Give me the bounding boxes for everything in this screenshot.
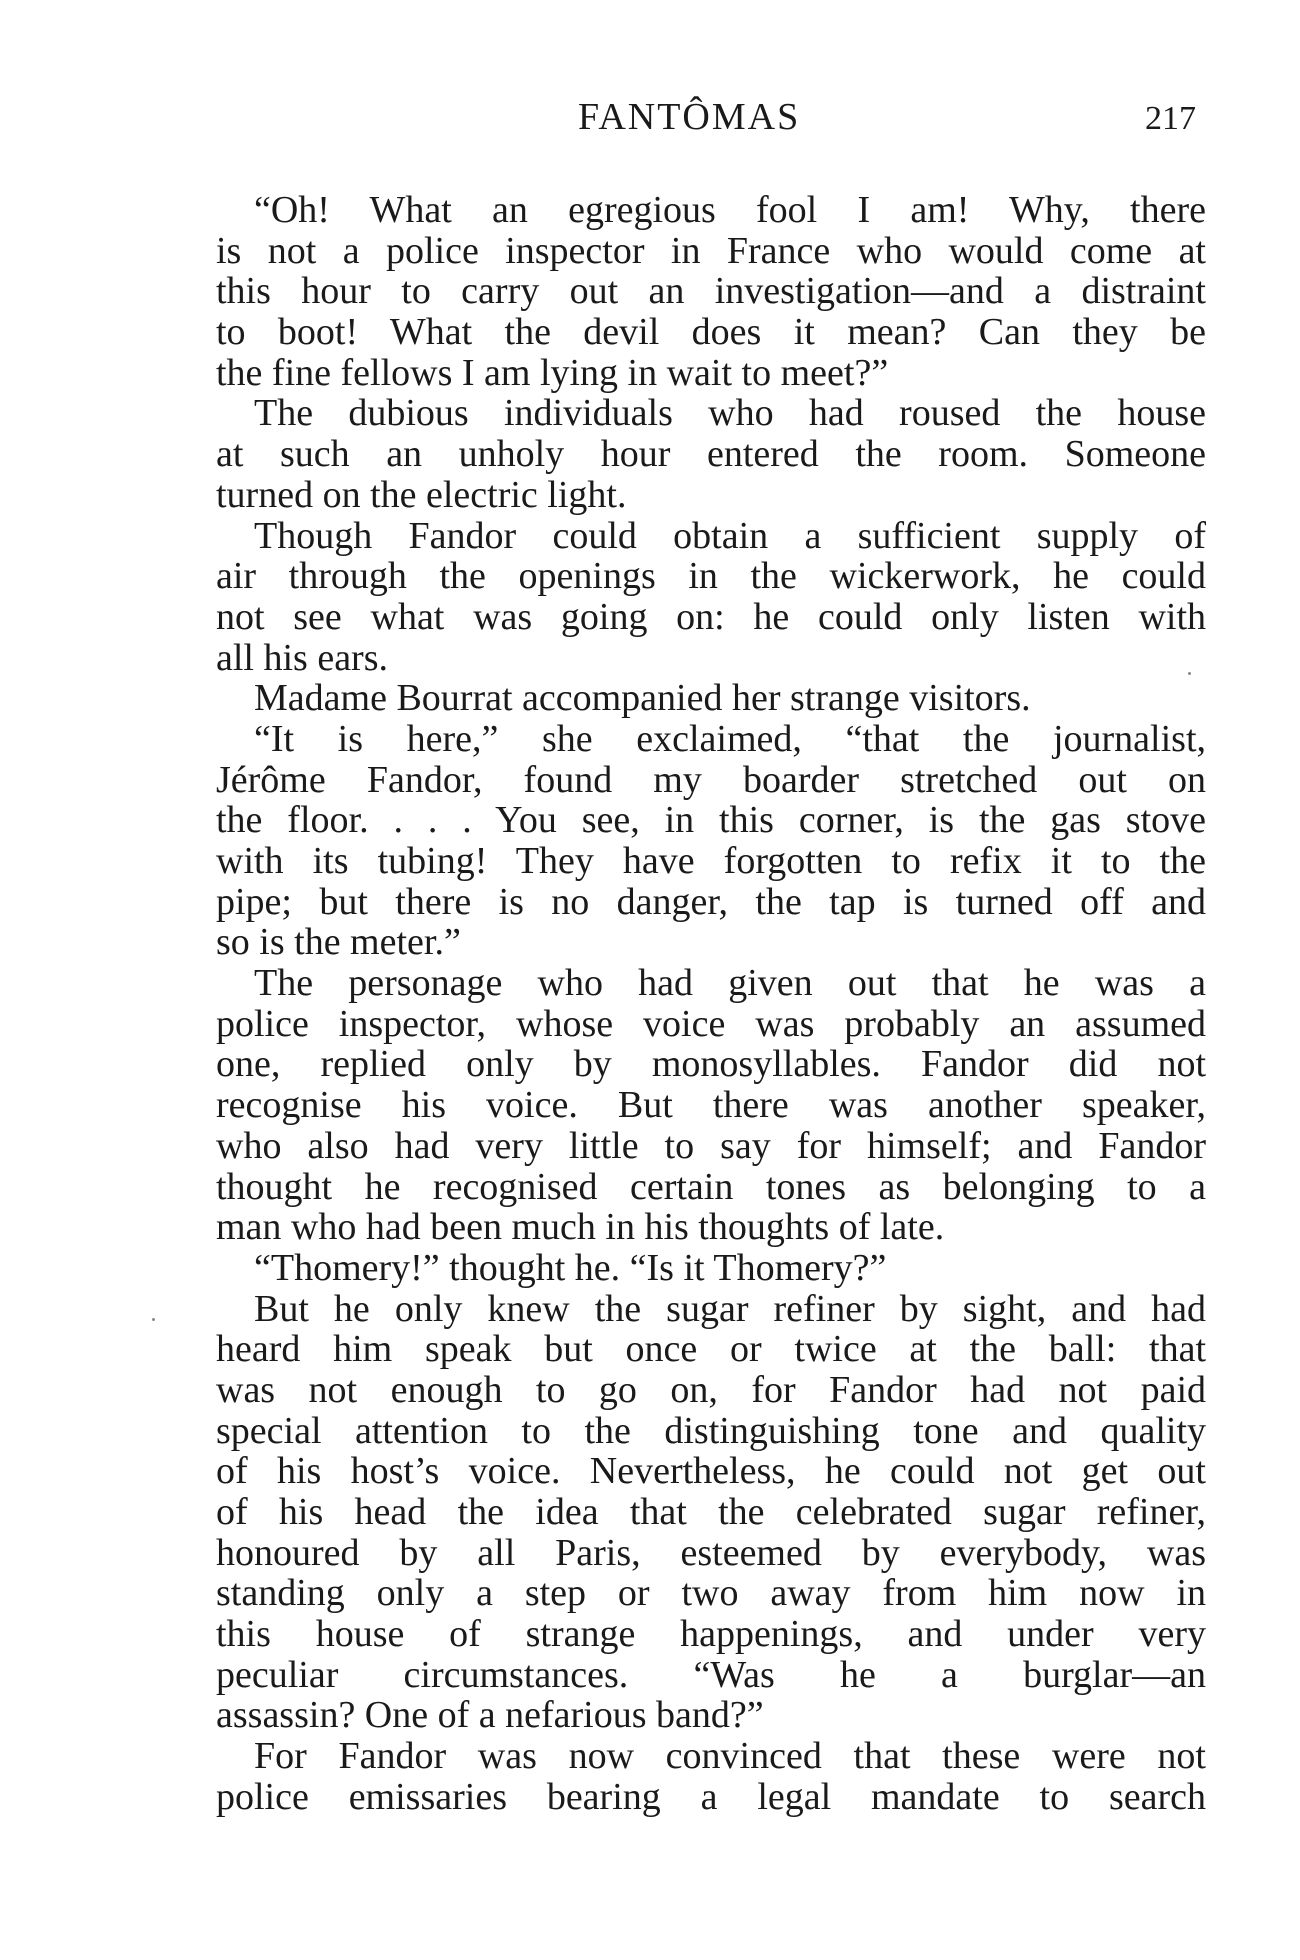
text-line: police inspector, whose voice was probably an assumed (216, 1003, 1206, 1045)
text-line: thought he recognised certain tones as belonging to a (216, 1166, 1206, 1208)
text-line: turned on the electric light. (216, 474, 627, 516)
text-line: Jérôme Fandor, found my boarder stretched out on (216, 759, 1206, 801)
text-line: peculiar circumstances. “Was he a burglar—an (216, 1654, 1206, 1696)
running-head (0, 92, 1300, 142)
text-line: all his ears. (216, 637, 389, 679)
scan-speck (152, 1318, 155, 1321)
text-line: “Thomery!” thought he. “Is it Thomery?” (254, 1247, 887, 1289)
text-line: Madame Bourrat accompanied her strange visitors. (254, 678, 1031, 719)
text-line: But he only knew the sugar refiner by sight, and had (254, 1288, 1206, 1330)
page-number: 217 (1145, 100, 1196, 137)
text-line: is not a police inspector in France who would come at (216, 230, 1206, 272)
text-line: was not enough to go on, for Fandor had not paid (216, 1369, 1206, 1411)
text-line: this hour to carry out an investigation—and a distraint (216, 271, 1206, 313)
text-line: assassin? One of a nefarious band?” (216, 1695, 764, 1737)
text-line: this house of strange happenings, and under very (216, 1614, 1206, 1655)
text-line: with its tubing! They have forgotten to refix it to the (216, 841, 1206, 882)
text-line: police emissaries bearing a legal mandate to search (216, 1776, 1206, 1818)
text-line: special attention to the distinguishing tone and quality (216, 1410, 1206, 1452)
text-line: who also had very little to say for himself; and Fandor (216, 1125, 1206, 1167)
text-line: so is the meter.” (216, 922, 461, 964)
text-line: recognise his voice. But there was another speaker, (216, 1085, 1206, 1126)
text-line: heard him speak but once or twice at the ball: that (216, 1329, 1206, 1370)
text-line: honoured by all Paris, esteemed by everybody, was (216, 1532, 1206, 1574)
text-line: standing only a step or two away from him now in (216, 1573, 1206, 1615)
text-line: “It is here,” she exclaimed, “that the journalist, (254, 718, 1206, 760)
text-line: air through the openings in the wickerwork, he could (216, 556, 1206, 597)
text-line: to boot! What the devil does it mean? Can they be (216, 312, 1206, 353)
text-line: the fine fellows I am lying in wait to meet?” (216, 352, 889, 394)
text-line: of his host’s voice. Nevertheless, he could not get out (216, 1451, 1206, 1492)
text-line: The dubious individuals who had roused the house (254, 393, 1206, 435)
running-title: FANTÔMAS (578, 96, 801, 138)
scan-speck (1188, 672, 1191, 675)
text-line: Though Fandor could obtain a sufficient supply of (254, 515, 1206, 557)
text-line: “Oh! What an egregious fool I am! Why, there (254, 190, 1206, 231)
body-text (216, 190, 1206, 1818)
text-line: pipe; but there is no danger, the tap is turned off and (216, 881, 1206, 923)
text-line: one, replied only by monosyllables. Fandor did not (216, 1044, 1206, 1086)
text-line: For Fandor was now convinced that these were not (254, 1736, 1206, 1777)
text-line: not see what was going on: he could only listen with (216, 596, 1206, 638)
text-line: The personage who had given out that he was a (254, 963, 1206, 1004)
text-line: at such an unholy hour entered the room. Someone (216, 434, 1206, 475)
text-line: man who had been much in his thoughts of late. (216, 1207, 945, 1248)
text-line: of his head the idea that the celebrated sugar refiner, (216, 1492, 1206, 1533)
text-line: the floor. . . . You see, in this corner, is the gas stove (216, 800, 1206, 841)
